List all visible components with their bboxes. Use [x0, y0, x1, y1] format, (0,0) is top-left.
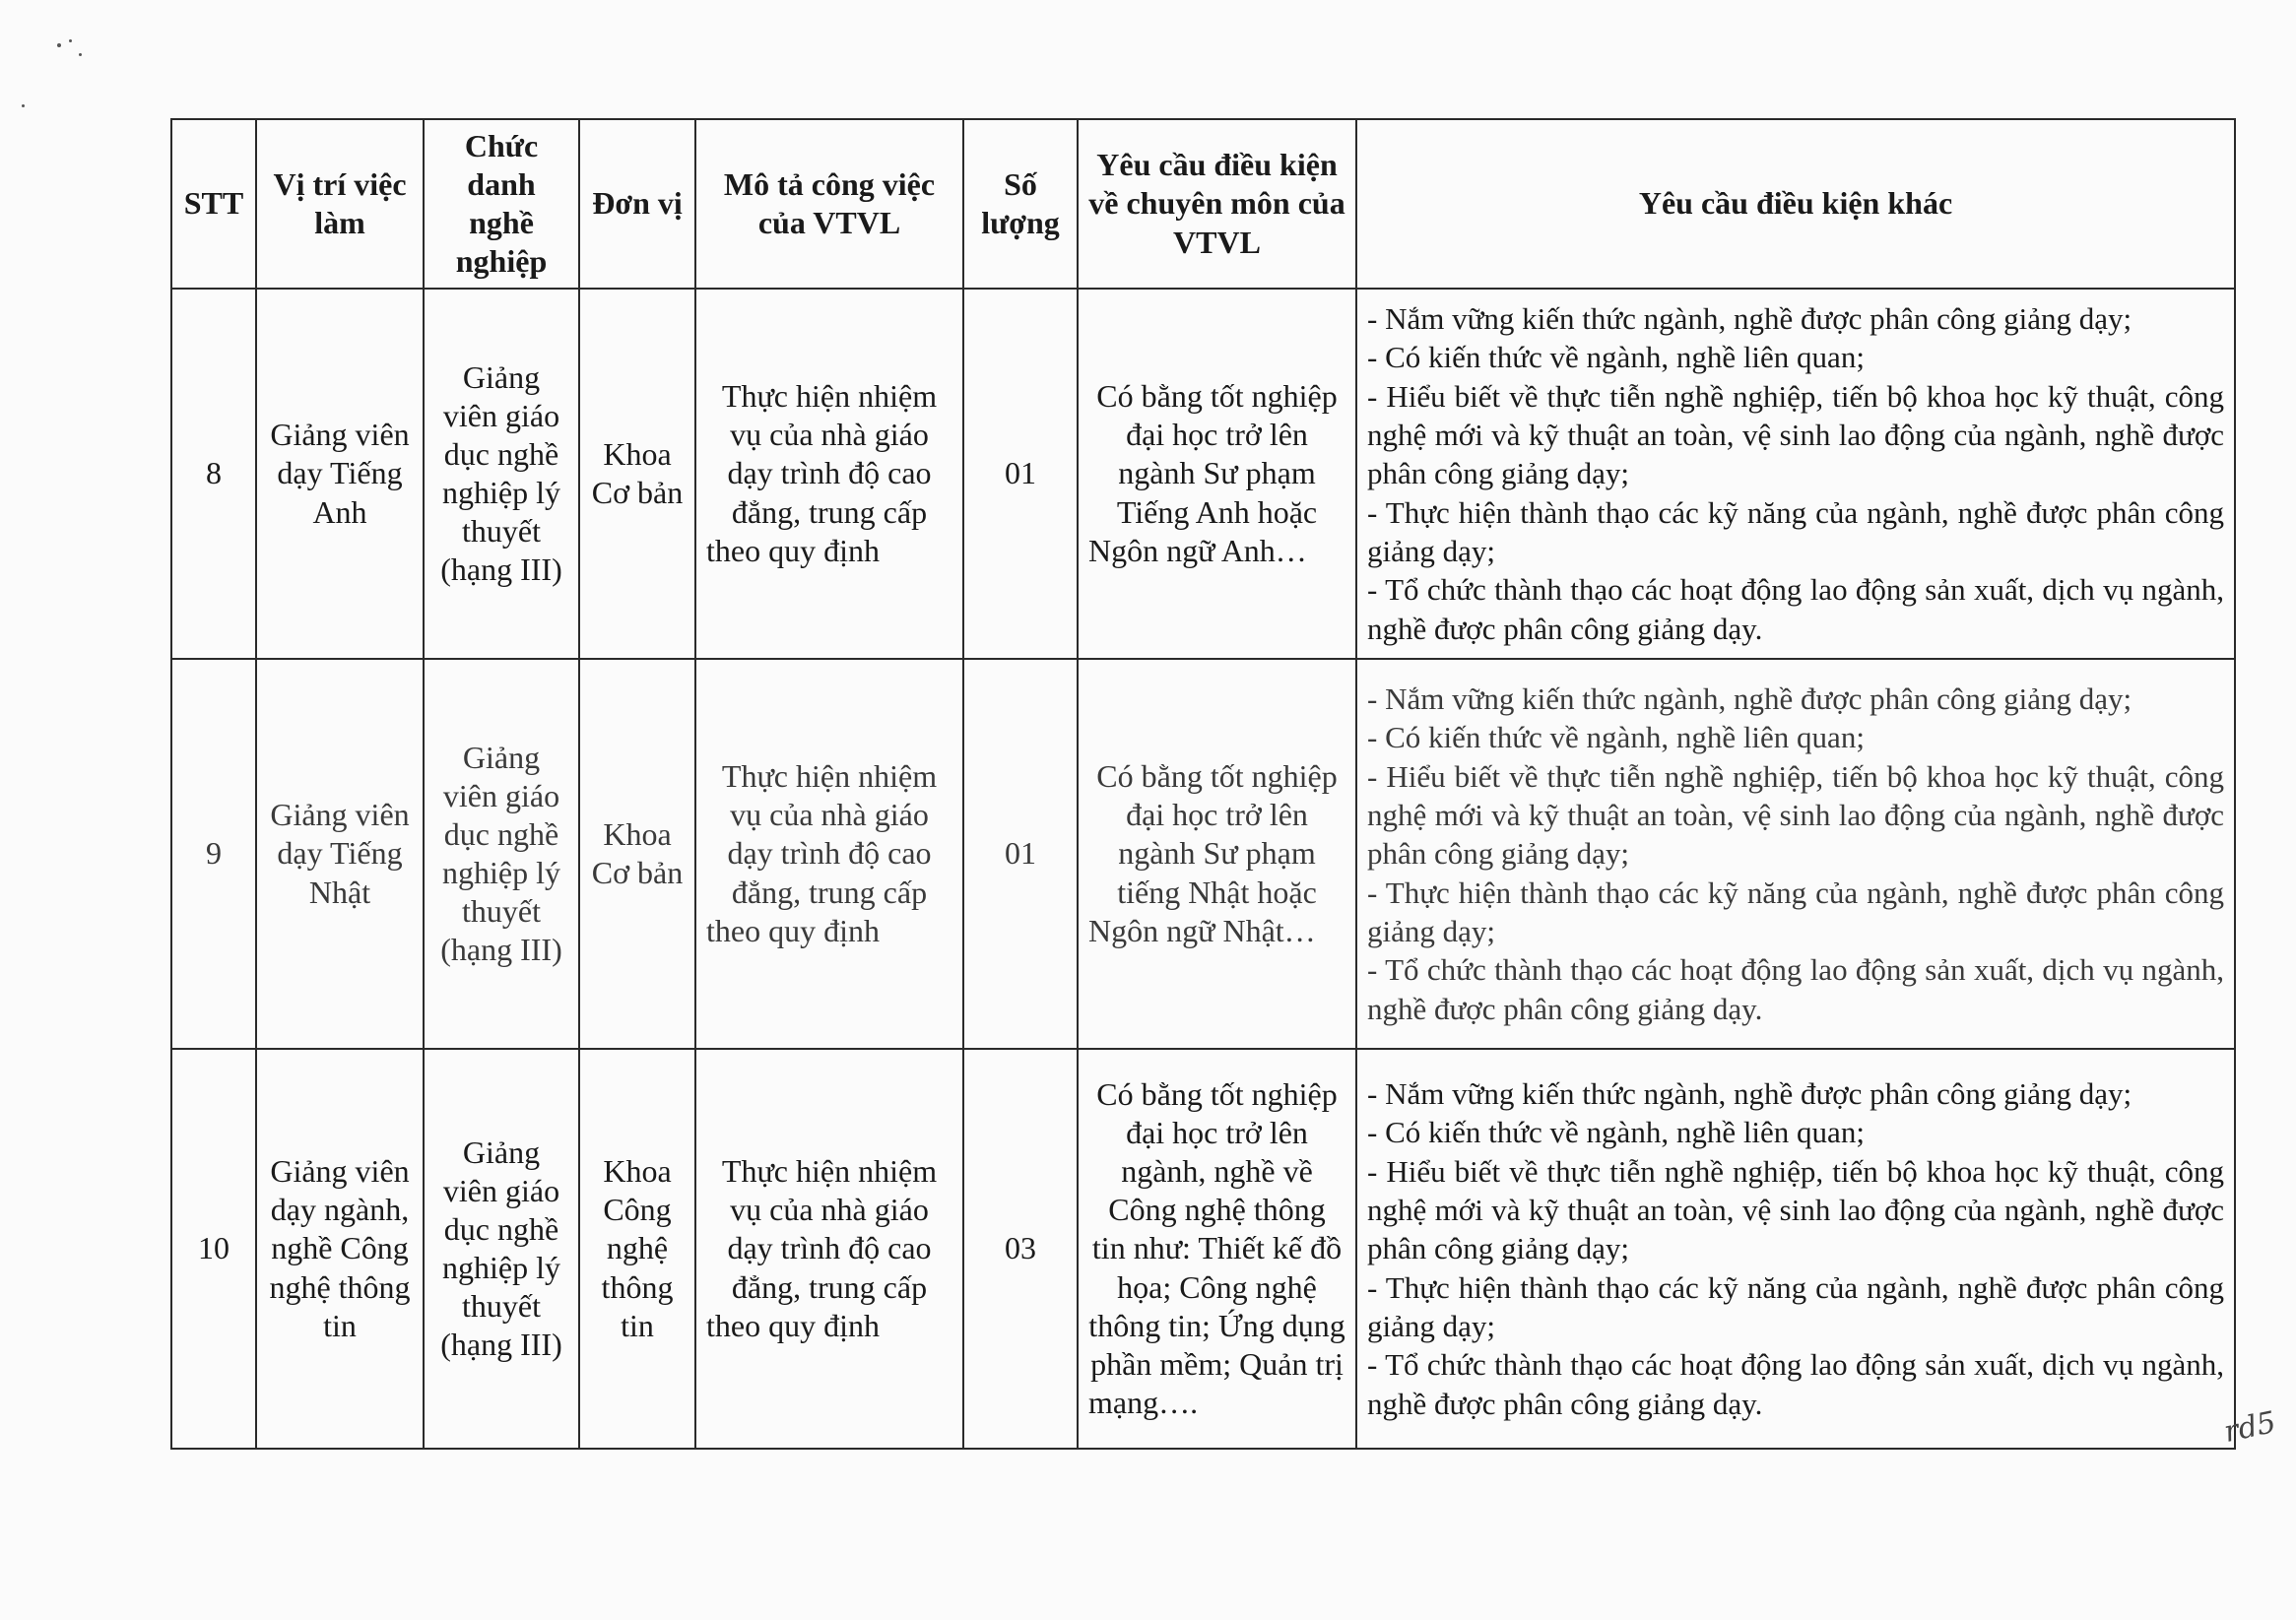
cell-qualification: Có bằng tốt nghiệp đại học trở lên ngành Sư phạm Tiếng Anh hoặc Ngôn ngữ Anh…	[1078, 289, 1356, 659]
cell-position: Giảng viên dạy Tiếng Nhật	[256, 659, 424, 1049]
scan-speck	[57, 43, 61, 47]
cell-unit: Khoa Cơ bản	[579, 659, 695, 1049]
cell-description: Thực hiện nhiệm vụ của nhà giáo dạy trình độ cao đẳng, trung cấp theo quy định	[695, 1049, 963, 1449]
header-row	[171, 119, 2235, 289]
header-requirements: Yêu cầu điều kiện khác	[1356, 119, 2235, 289]
cell-qualification: Có bằng tốt nghiệp đại học trở lên ngành Sư phạm tiếng Nhật hoặc Ngôn ngữ Nhật…	[1078, 659, 1356, 1049]
table-row	[171, 659, 2235, 1049]
table-row	[171, 1049, 2235, 1449]
requirement-item: - Nắm vững kiến thức ngành, nghề được phân công giảng dạy;	[1367, 1075, 2132, 1111]
header-stt: STT	[171, 119, 256, 289]
table-body	[171, 289, 2235, 1449]
cell-quantity: 01	[963, 659, 1078, 1049]
scan-speck	[22, 104, 25, 107]
cell-title: Giảng viên giáo dục nghề nghiệp lý thuyết (hạng III)	[424, 1049, 579, 1449]
cell-quantity: 01	[963, 289, 1078, 659]
header-description: Mô tả công việc của VTVL	[695, 119, 963, 289]
cell-stt: 9	[171, 659, 256, 1049]
header-qualification: Yêu cầu điều kiện về chuyên môn của VTVL	[1078, 119, 1356, 289]
recruitment-table	[170, 118, 2236, 1450]
cell-position: Giảng viên dạy Tiếng Anh	[256, 289, 424, 659]
header-position: Vị trí việc làm	[256, 119, 424, 289]
cell-quantity: 03	[963, 1049, 1078, 1449]
requirement-item: - Nắm vững kiến thức ngành, nghề được phân công giảng dạy;	[1367, 300, 2132, 336]
header-quantity: Số lượng	[963, 119, 1078, 289]
requirement-item: - Tổ chức thành thạo các hoạt động lao động sản xuất, dịch vụ ngành, nghề được phân công giảng dạy.	[1367, 1347, 2224, 1421]
cell-description: Thực hiện nhiệm vụ của nhà giáo dạy trình độ cao đẳng, trung cấp theo quy định	[695, 659, 963, 1049]
requirement-item: - Có kiến thức về ngành, nghề liên quan;	[1367, 720, 1865, 755]
requirement-item: - Có kiến thức về ngành, nghề liên quan;	[1367, 1115, 1865, 1150]
cell-unit: Khoa Công nghệ thông tin	[579, 1049, 695, 1449]
requirement-item: - Hiểu biết về thực tiễn nghề nghiệp, tiến bộ khoa học kỹ thuật, công nghệ mới và kỹ thuật an toàn, vệ sinh lao động của ngành, nghề được phân công giảng dạy;	[1367, 758, 2224, 872]
requirement-item: - Thực hiện thành thạo các kỹ năng của ngành, nghề được phân công giảng dạy;	[1367, 1269, 2224, 1344]
cell-stt: 10	[171, 1049, 256, 1449]
cell-description: Thực hiện nhiệm vụ của nhà giáo dạy trình độ cao đẳng, trung cấp theo quy định	[695, 289, 963, 659]
cell-title: Giảng viên giáo dục nghề nghiệp lý thuyết (hạng III)	[424, 289, 579, 659]
requirement-item: - Thực hiện thành thạo các kỹ năng của ngành, nghề được phân công giảng dạy;	[1367, 875, 2224, 949]
cell-requirements	[1356, 289, 2235, 659]
requirement-item: - Thực hiện thành thạo các kỹ năng của ngành, nghề được phân công giảng dạy;	[1367, 494, 2224, 569]
requirement-item: - Nắm vững kiến thức ngành, nghề được phân công giảng dạy;	[1367, 680, 2132, 716]
scan-speck	[79, 53, 82, 56]
header-title: Chức danh nghề nghiệp	[424, 119, 579, 289]
cell-position: Giảng viên dạy ngành, nghề Công nghệ thông tin	[256, 1049, 424, 1449]
requirement-item: - Tổ chức thành thạo các hoạt động lao động sản xuất, dịch vụ ngành, nghề được phân công giảng dạy.	[1367, 572, 2224, 646]
cell-stt: 8	[171, 289, 256, 659]
cell-unit: Khoa Cơ bản	[579, 289, 695, 659]
handwritten-initials: rd5	[2220, 1404, 2279, 1451]
table-row	[171, 289, 2235, 659]
cell-requirements	[1356, 659, 2235, 1049]
table-header	[171, 119, 2235, 289]
cell-requirements	[1356, 1049, 2235, 1449]
cell-title: Giảng viên giáo dục nghề nghiệp lý thuyết (hạng III)	[424, 659, 579, 1049]
requirement-item: - Hiểu biết về thực tiễn nghề nghiệp, tiến bộ khoa học kỹ thuật, công nghệ mới và kỹ thuật an toàn, vệ sinh lao động của ngành, nghề được phân công giảng dạy;	[1367, 1153, 2224, 1266]
header-unit: Đơn vị	[579, 119, 695, 289]
requirement-item: - Có kiến thức về ngành, nghề liên quan;	[1367, 340, 1865, 375]
requirement-item: - Hiểu biết về thực tiễn nghề nghiệp, tiến bộ khoa học kỹ thuật, công nghệ mới và kỹ thuật an toàn, vệ sinh lao động của ngành, nghề được phân công giảng dạy;	[1367, 378, 2224, 491]
scan-speck	[69, 39, 72, 42]
cell-qualification: Có bằng tốt nghiệp đại học trở lên ngành, nghề về Công nghệ thông tin như: Thiết kế đồ họa; Công nghệ thông tin; Ứng dụng phần mềm; Quản trị mạng….	[1078, 1049, 1356, 1449]
requirement-item: - Tổ chức thành thạo các hoạt động lao động sản xuất, dịch vụ ngành, nghề được phân công giảng dạy.	[1367, 952, 2224, 1026]
